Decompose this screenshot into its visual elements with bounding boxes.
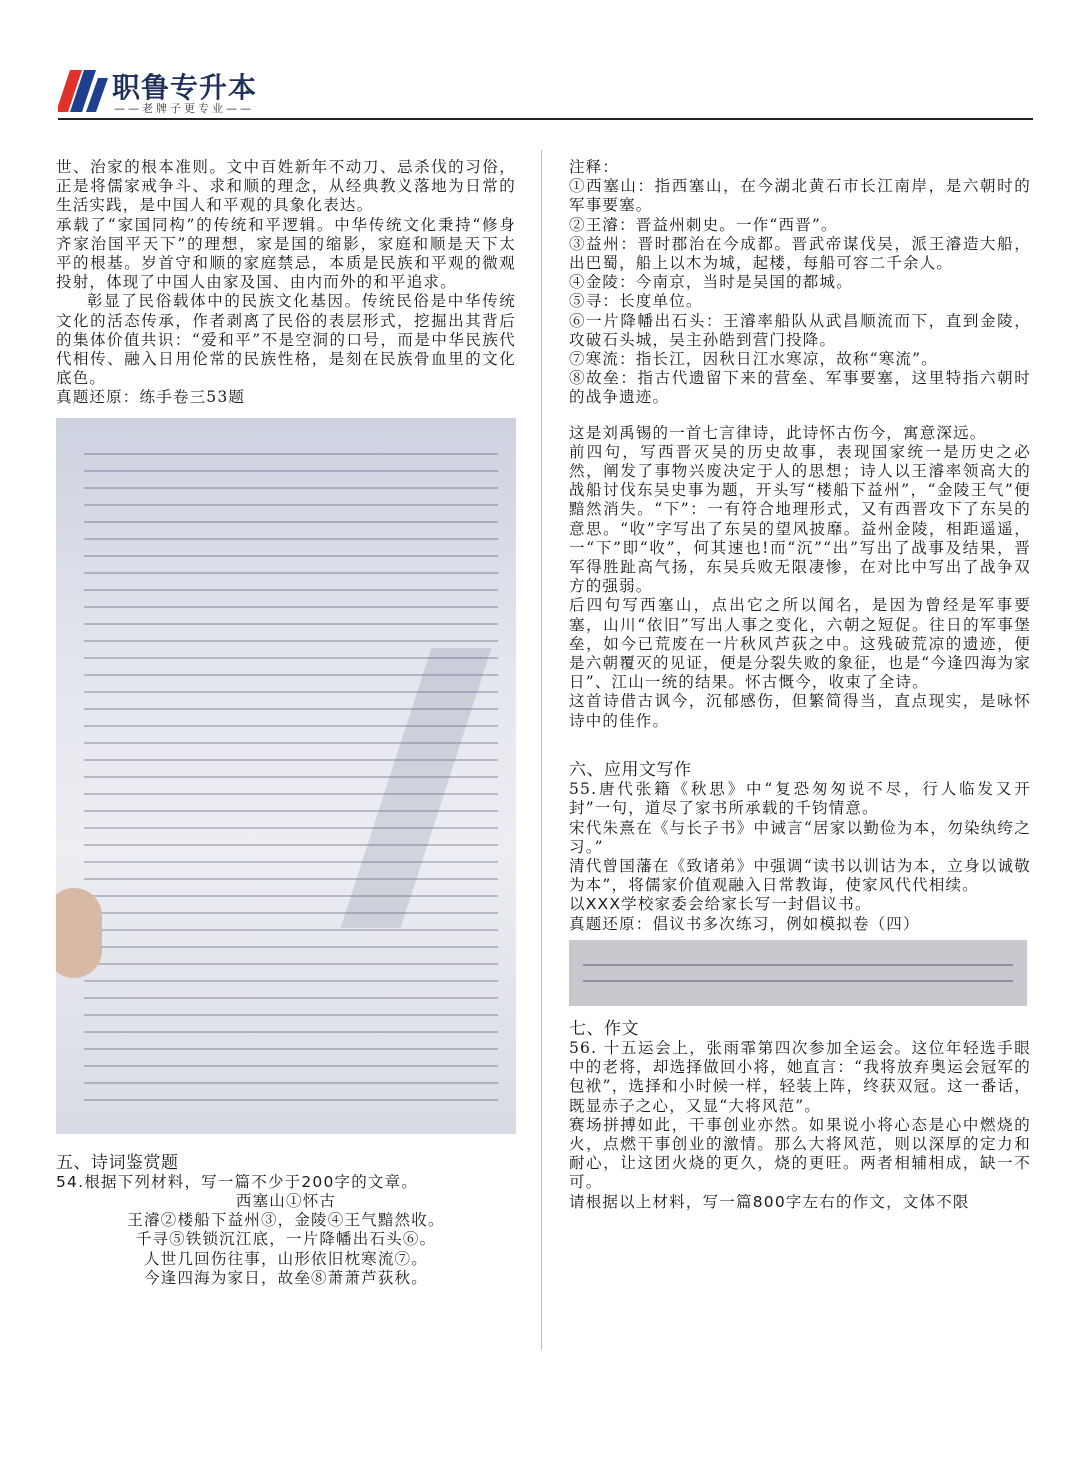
note-item: ①西塞山：指西塞山，在今湖北黄石市长江南岸，是六朝时的军事要塞。 — [569, 177, 1031, 215]
poem-line: 今逢四海为家日，故垒⑧萧萧芦荻秋。 — [144, 1268, 428, 1287]
brand-logo-icon — [58, 70, 108, 112]
page-header — [0, 0, 1080, 120]
spacer — [569, 408, 1031, 424]
question-55-task: 以XXX学校家委会给家长写一封倡议书。 — [569, 895, 872, 914]
analysis-paragraph: 这是刘禹锡的一首七言律诗，此诗怀古伤今，寓意深远。 — [569, 423, 987, 442]
question-56-task: 请根据以上材料，写一篇800字左右的作文，文体不限 — [569, 1192, 970, 1211]
question-56: 赛场拼搏如此，干事创业亦然。如果说小将心态是心中燃烧的火，点燃干事创业的激情。那么大将风范，则以深厚的定力和耐心，让这团火烧的更久，烧的更旺。两者相辅相成，缺一不可。 — [569, 1115, 1031, 1192]
column-divider — [541, 150, 542, 1350]
paragraph: 承载了“家国同构”的传统和平逻辑。中华传统文化秉持“修身齐家治国平天下”的理想，家是国的缩影，家庭和顺是天下太平的根基。岁首守和顺的家庭禁忌，本质是民族和平观的微观投射，体现了中国人由家及国、由内而外的和平追求。 — [56, 215, 516, 292]
analysis-paragraph: 后四句写西塞山，点出它之所以闻名，是因为曾经是军事要塞，山川“依旧”写出人事之变化，六朝之短促。往日的军事堡垒，如今已荒废在一片秋风芦荻之中。这残破荒凉的遗迹，便是六朝覆灭的见证，便是分裂失败的象征，也是“今逢四海为家日”、江山一统的结果。怀古慨今，收束了全诗。 — [569, 596, 1031, 692]
source-note: 真题还原：练手卷三53题 — [56, 388, 246, 407]
brand-name: 职鲁专升本 — [112, 71, 258, 104]
poem-title: 西塞山①怀古 — [235, 1192, 337, 1211]
note-item: ③益州：晋时郡治在今成都。晋武帝谋伐吴，派王濬造大船，出巴蜀，船上以木为城，起楼，每船可容二千余人。 — [569, 234, 1031, 273]
analysis-paragraph: 这首诗借古讽今，沉郁感伤，但繁简得当，直点现实，是咏怀诗中的佳作。 — [569, 692, 1031, 730]
poem-line: 人世几回伤往事，山形依旧枕寒流⑦。 — [144, 1249, 428, 1268]
note-item: ⑥一片降幡出石头：王濬率船队从武昌顺流而下，直到金陵，攻破石头城，吴主孙皓到营门投降。 — [569, 311, 1031, 349]
section-heading: 六、应用文写作 — [569, 759, 692, 780]
question-55: 清代曾国藩在《致诸弟》中强调“读书以训诂为本，立身以诚敬为本”，将儒家价值观融入日常教诲，使家风代代相续。 — [569, 856, 1031, 895]
right-column — [569, 158, 1031, 1212]
finger — [56, 888, 102, 978]
brand-slogan: ——老牌子更专业—— — [114, 102, 254, 115]
paragraph: 彰显了民俗载体中的民族文化基因。传统民俗是中华传统文化的活态传承，作者剥离了民俗的表层形式，挖掘出其背后的集体价值共识：“爱和平”不是空洞的口号，而是中华民族代代相传、融入日用伦常的民族性格，是刻在民族骨血里的文化底色。 — [56, 292, 516, 388]
question-54: 54.根据下列材料，写一篇不少于200字的文章。 — [56, 1172, 419, 1191]
spacer — [569, 731, 1031, 761]
poem-line: 王濬②楼船下益州③，金陵④王气黯然收。 — [127, 1211, 445, 1230]
exam-paper-photo — [56, 418, 516, 1134]
source-note: 真题还原：倡议书多次练习，例如模拟卷（四） — [569, 914, 920, 933]
poem-line: 千寻⑤铁锁沉江底，一片降幡出石头⑥。 — [135, 1230, 437, 1249]
question-56: 56. 十五运会上，张雨霏第四次参加全运会。这位年轻选手眼中的老将，却选择做回小将，她直言：“我将放弃奥运会冠军的包袱”，选择和小时候一样，轻装上阵，终获双冠。这一番话，既显赤子之心，又显“大将风范”。 — [569, 1038, 1031, 1115]
section-heading: 五、诗词鉴赏题 — [56, 1152, 179, 1173]
note-item: ⑧故垒：指古代遗留下来的营垒、军事要塞，这里特指六朝时的战争遗迹。 — [569, 369, 1031, 407]
section-heading: 七、作文 — [569, 1018, 639, 1039]
note-item: ⑦寒流：指长江，因秋日江水寒凉，故称“寒流”。 — [569, 350, 938, 369]
exam-excerpt-photo — [569, 940, 1027, 1006]
photo-text-lines — [583, 950, 1013, 996]
poem — [56, 1192, 516, 1288]
left-column — [56, 158, 516, 1288]
analysis-paragraph: 前四句，写西晋灭吴的历史故事，表现国家统一是历史之必然，阐发了事物兴废决定于人的思想；诗人以王濬率领高大的战船讨伐东吴史事为题，开头写“楼船下益州”，“金陵王气”便黯然消失。“下”：一有符合地理形式，又有西晋攻下了东吴的意思。“收”字写出了东吴的望风披靡。益州金陵，相距遥遥，一“下”即“收”，何其速也!而“沉”“出”写出了战事及结果，晋军得胜趾高气扬，东吴兵败无限凄惨，在对比中写出了战争双方的强弱。 — [569, 442, 1031, 596]
question-55: 宋代朱熹在《与长子书》中诫言“居家以勤俭为本，勿染纨绔之习。” — [569, 818, 1031, 856]
note-item: ④金陵：今南京，当时是吴国的都城。 — [569, 273, 853, 292]
note-item: ⑤寻：长度单位。 — [569, 292, 703, 311]
paragraph: 世、治家的根本准则。文中百姓新年不动刀、忌杀伐的习俗，正是将儒家戒争斗、求和顺的理念，从经典教义落地为日常的生活实践，是中国人和平观的具象化表达。 — [56, 158, 516, 215]
header-divider — [58, 118, 1033, 120]
question-55: 55.唐代张籍《秋思》中“复恐匆匆说不尽，行人临发又开封”一句，道尽了家书所承载的千钧情意。 — [569, 780, 1031, 818]
note-item: ②王濬：晋益州刺史。一作“西晋”。 — [569, 215, 838, 234]
notes-title: 注释： — [569, 158, 620, 176]
